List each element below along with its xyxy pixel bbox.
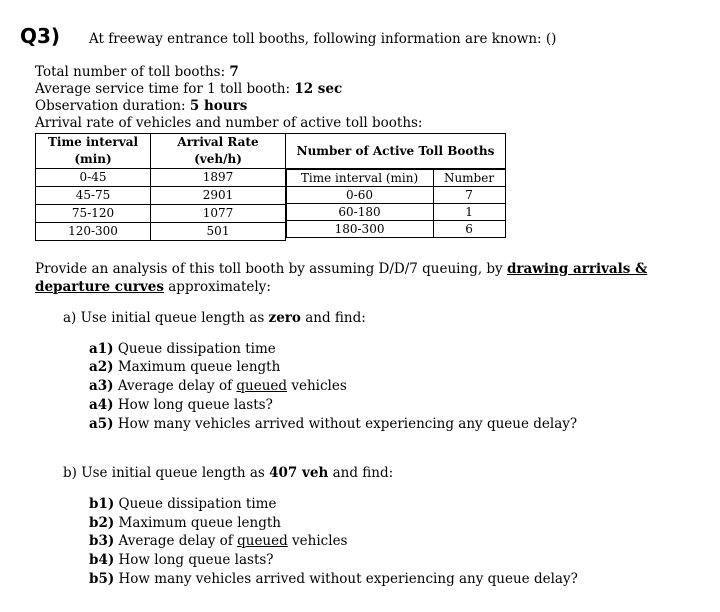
fact-service-time: Average service time for 1 toll booth: 12 sec — [35, 81, 343, 97]
header-booth-interval: Time interval (min) — [286, 170, 433, 187]
header-active-booths: Number of Active Toll Booths — [286, 134, 506, 169]
item-a2: a2) Maximum queue length — [89, 359, 281, 375]
table-cell: 501 — [151, 223, 286, 241]
arrival-rate-table — [35, 133, 286, 241]
table-cell: 1897 — [151, 169, 286, 187]
header-time-interval: Time interval (min) — [36, 134, 151, 169]
header-booth-number: Number — [433, 170, 505, 187]
table-cell: 1077 — [151, 205, 286, 223]
fact-booths: Total number of toll booths: 7 — [35, 64, 239, 80]
part-b-heading: b) Use initial queue length as 407 veh and find: — [63, 465, 394, 481]
booth-subtable — [286, 169, 506, 238]
table-cell: 7 — [433, 187, 505, 204]
item-b5: b5) How many vehicles arrived without experiencing any queue delay? — [89, 571, 578, 587]
table-intro: Arrival rate of vehicles and number of active toll booths: — [35, 115, 423, 131]
table-cell: 2901 — [151, 187, 286, 205]
table-cell: 0-60 — [286, 187, 433, 204]
table-cell: 180-300 — [286, 221, 433, 238]
item-b2: b2) Maximum queue length — [89, 515, 281, 531]
item-b3: b3) Average delay of queued vehicles — [89, 533, 348, 549]
item-a1: a1) Queue dissipation time — [89, 341, 276, 357]
table-cell: 45-75 — [36, 187, 151, 205]
table-cell: 60-180 — [286, 204, 433, 221]
item-a5: a5) How many vehicles arrived without experiencing any queue delay? — [89, 416, 578, 432]
table-cell: 75-120 — [36, 205, 151, 223]
question-number: Q3) — [20, 24, 61, 48]
part-a-heading: a) Use initial queue length as zero and find: — [63, 310, 366, 326]
item-a4: a4) How long queue lasts? — [89, 397, 273, 413]
active-booths-table — [285, 133, 506, 238]
table-cell: 6 — [433, 221, 505, 238]
header-arrival-rate: Arrival Rate (veh/h) — [151, 134, 286, 169]
underlined-instruction: drawing arrivals & departure curves — [35, 261, 648, 295]
item-b1: b1) Queue dissipation time — [89, 496, 277, 512]
instructions-paragraph: Provide an analysis of this toll booth by assuming D/D/7 queuing, by drawing arrivals & departure curves approximately: — [35, 261, 648, 295]
table-cell: 120-300 — [36, 223, 151, 241]
table-cell: 1 — [433, 204, 505, 221]
booth-subtable-cell — [286, 169, 506, 239]
question-intro: At freeway entrance toll booths, following information are known: () — [89, 31, 557, 47]
table-cell: 0-45 — [36, 169, 151, 187]
item-a3: a3) Average delay of queued vehicles — [89, 378, 347, 394]
fact-duration: Observation duration: 5 hours — [35, 98, 248, 114]
item-b4: b4) How long queue lasts? — [89, 552, 274, 568]
